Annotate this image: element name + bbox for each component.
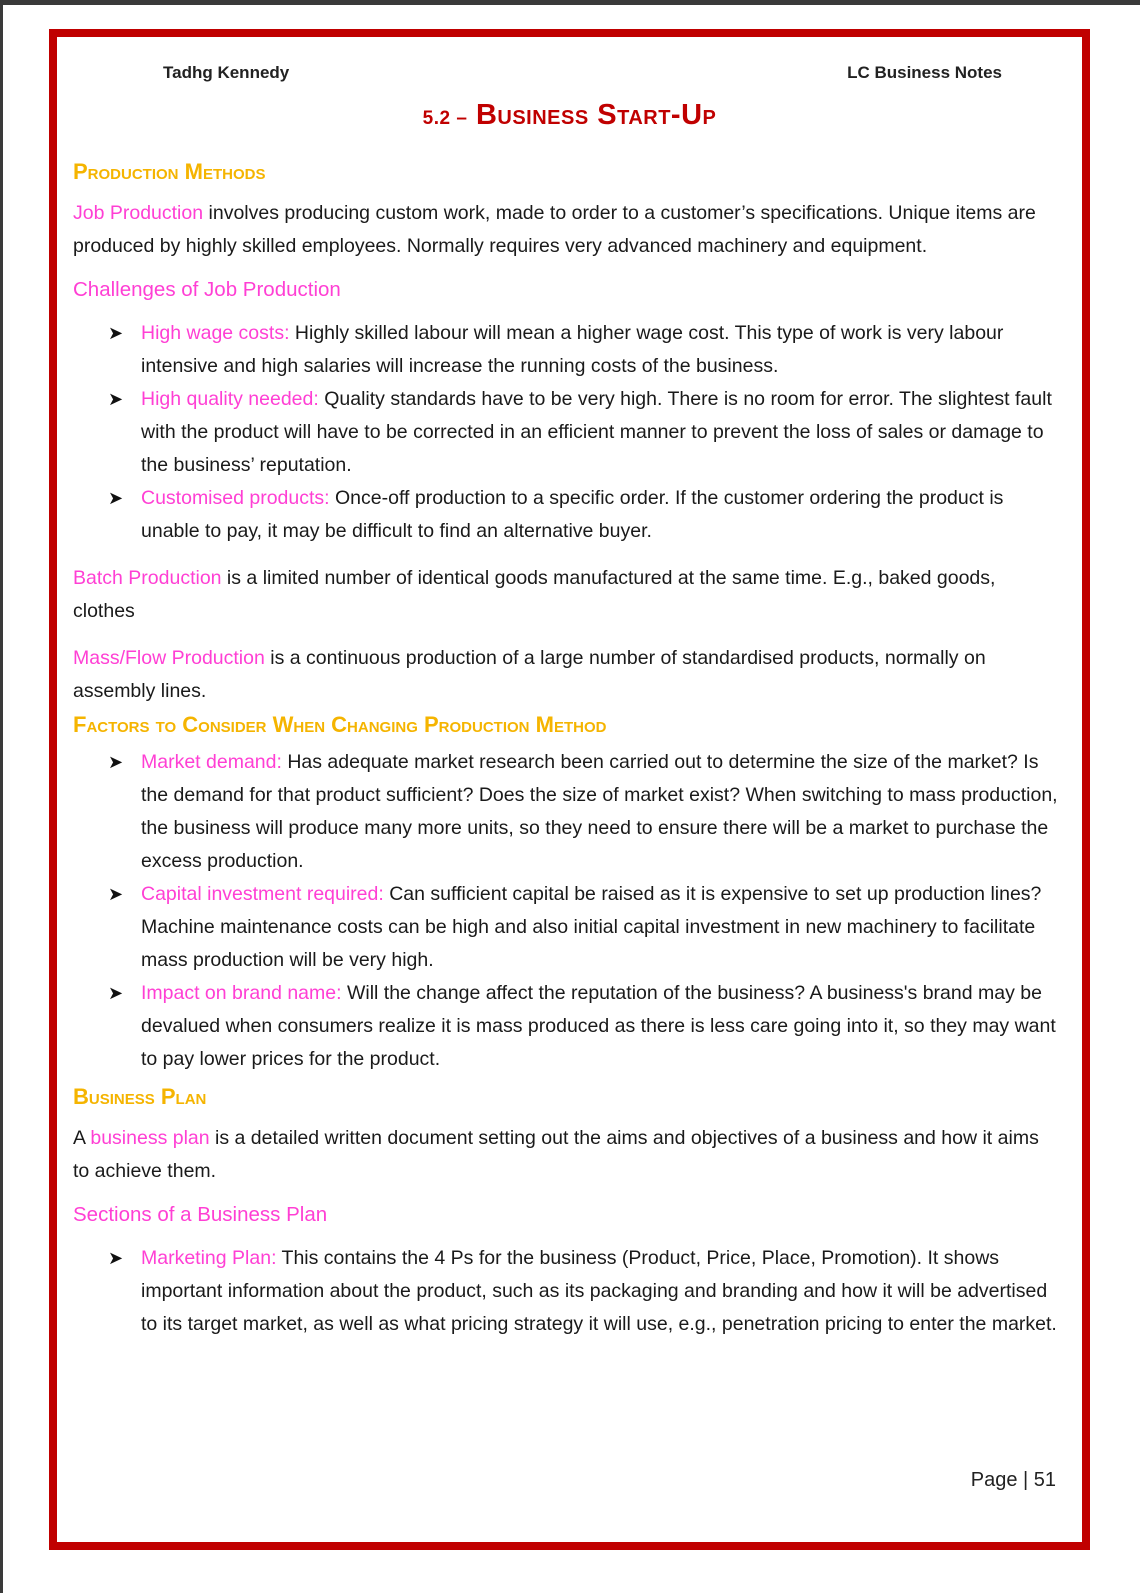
term-business-plan: business plan	[90, 1127, 210, 1149]
viewer-left-edge	[0, 0, 3, 1593]
title-text: Business Start-Up	[475, 99, 717, 131]
arrowhead-bullet-icon: ➤	[108, 488, 124, 508]
list-item-term: High wage costs:	[141, 322, 290, 344]
list-item-text: Quality standards have to be very high. There is no room for error. The slightest fault with the product will have to be corrected in an efficient manner to prevent the loss of sales or damage to the business’ reputation.	[141, 388, 1052, 476]
header-author: Tadhg Kennedy	[163, 63, 290, 82]
arrowhead-bullet-icon: ➤	[108, 1248, 124, 1268]
list-item-term: Capital investment required:	[141, 883, 384, 905]
plan-sections-list	[73, 1242, 1058, 1341]
paragraph-job-production	[73, 197, 1058, 263]
term-job-production: Job Production	[73, 202, 204, 224]
page-number: Page | 51	[970, 1469, 1056, 1491]
list-item-text: Has adequate market research been carried out to determine the size of the market? Is the demand for that product sufficient? Does the size of market exist? When switching to mass production, the business will produce many more units, so they need to ensure there will be a market to purchase the excess production.	[141, 751, 1058, 872]
arrowhead-bullet-icon: ➤	[108, 323, 124, 343]
list-item-text: Will the change affect the reputation of the business? A business's brand may be devalued when consumers realize it is mass produced as there is less care going into it, so they may want to pay lower prices for the product.	[141, 982, 1056, 1070]
list-item-term: Market demand:	[141, 751, 282, 773]
arrowhead-bullet-icon: ➤	[108, 884, 124, 904]
text-job-production: involves producing custom work, made to order to a customer’s specifications. Unique items are produced by highly skilled employees. Normally requires very advanced machinery and equipment.	[73, 202, 1036, 257]
text-business-plan: is a detailed written document setting out the aims and objectives of a business and how it aims to achieve them.	[73, 1127, 1039, 1182]
paragraph-batch-production	[73, 562, 1058, 628]
text-business-plan-prefix: A	[73, 1127, 91, 1149]
list-item	[108, 482, 1058, 548]
challenges-list	[73, 317, 1058, 548]
heading-business-plan: Business Plan	[73, 1084, 207, 1109]
arrowhead-bullet-icon: ➤	[108, 752, 124, 772]
list-item-term: Impact on brand name:	[141, 982, 342, 1004]
list-item	[108, 317, 1058, 383]
list-item	[108, 1242, 1058, 1341]
list-item-text: Highly skilled labour will mean a higher wage cost. This type of work is very labour intensive and high salaries will increase the running costs of the business.	[141, 322, 1004, 377]
list-item	[108, 977, 1058, 1076]
arrowhead-bullet-icon: ➤	[108, 983, 124, 1003]
list-item-text: This contains the 4 Ps for the business (Product, Price, Place, Promotion). It shows important information about the product, such as its packaging and branding and how it will be advertised to its target market, as well as what pricing strategy it will use, e.g., penetration pricing to enter the market.	[141, 1247, 1057, 1335]
list-item-text: Once-off production to a specific order. If the customer ordering the product is unable to pay, it may be difficult to find an alternative buyer.	[141, 487, 1004, 542]
list-item-term: High quality needed:	[141, 388, 319, 410]
page-content	[73, 155, 1058, 1341]
title-number: 5.2 –	[422, 108, 468, 129]
list-item-term: Marketing Plan:	[141, 1247, 277, 1269]
paragraph-mass-production	[73, 642, 1058, 708]
header-subject: LC Business Notes	[847, 63, 1002, 82]
list-item-term: Customised products:	[141, 487, 330, 509]
list-item-text: Can sufficient capital be raised as it is expensive to set up production lines? Machine maintenance costs can be high and also initial capital investment in new machinery to facilitate mass production will be very high.	[141, 883, 1042, 971]
heading-production-methods: Production Methods	[73, 159, 266, 184]
heading-factors: Factors to Consider When Changing Production Method	[73, 712, 607, 737]
page-title	[57, 99, 1082, 132]
term-mass-production: Mass/Flow Production	[73, 647, 265, 669]
list-item	[108, 746, 1058, 878]
paragraph-business-plan	[73, 1122, 1058, 1188]
list-item	[108, 878, 1058, 977]
heading-challenges: Challenges of Job Production	[73, 278, 341, 301]
text-mass-production: is a continuous production of a large number of standardised products, normally on assembly lines.	[73, 647, 986, 702]
document-page	[49, 29, 1090, 1550]
text-batch-production: is a limited number of identical goods manufactured at the same time. E.g., baked goods, clothes	[73, 567, 996, 622]
heading-sections-of-plan: Sections of a Business Plan	[73, 1203, 328, 1226]
factors-list	[73, 746, 1058, 1076]
arrowhead-bullet-icon: ➤	[108, 389, 124, 409]
list-item	[108, 383, 1058, 482]
term-batch-production: Batch Production	[73, 567, 222, 589]
viewer-top-edge	[0, 0, 1140, 5]
